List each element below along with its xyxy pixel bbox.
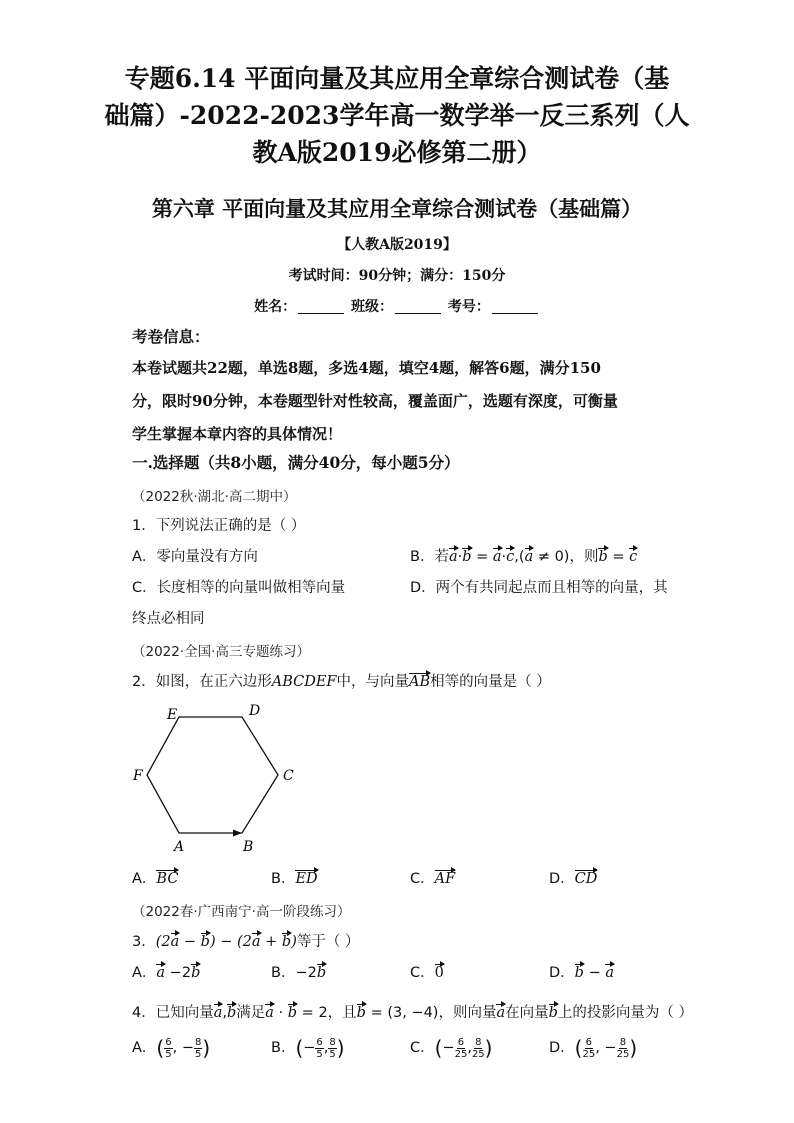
- chapter-subtitle: 第六章 平面向量及其应用全章综合测试卷（基础篇）: [151, 196, 643, 221]
- student-fields: [0, 296, 794, 316]
- q4-option-c-label: C．: [410, 1040, 435, 1056]
- q2-option-a-label: A．: [132, 871, 157, 887]
- q1-stem: 1．下列说法正确的是（ ）: [132, 518, 306, 534]
- info-paragraph: [132, 352, 662, 451]
- class-blank[interactable]: [395, 312, 441, 314]
- number-label: 考号：: [447, 299, 490, 315]
- q4-option-d[interactable]: D．( $\frac{6}{25}$ , − $\frac{8}{25}$ ): [549, 1036, 638, 1060]
- vertex-label-e: E: [167, 707, 178, 723]
- title-line-2: 础篇）-2022-2023学年高一数学举一反三系列（人: [104, 101, 690, 130]
- q3-option-d[interactable]: D．b − a: [549, 965, 614, 981]
- q1-option-d-line1[interactable]: D．两个有共同起点而且相等的向量，其: [410, 580, 668, 596]
- q2-option-a[interactable]: [132, 867, 178, 888]
- q2-option-a-vec: BC: [156, 871, 179, 887]
- q4-option-b-label: B．: [271, 1040, 296, 1056]
- q4-option-c[interactable]: C．(− $\frac{6}{25}$ , $\frac{8}{25}$ ): [410, 1036, 493, 1060]
- q1-option-d-line2[interactable]: 终点必相同: [132, 611, 205, 627]
- q3-option-b[interactable]: B．−2b: [271, 965, 327, 981]
- q4-stem-mid2: ，且: [327, 1005, 357, 1021]
- q4-option-d-label: D．: [549, 1040, 575, 1056]
- q1-option-a[interactable]: A．零向量没有方向: [132, 549, 258, 565]
- q1-option-b-mid: ，则: [569, 549, 599, 565]
- q2-option-b-vec: ED: [295, 871, 318, 887]
- q2-option-d-vec: CD: [574, 871, 598, 887]
- q2-option-d-label: D．: [549, 871, 575, 887]
- q2-option-b[interactable]: [271, 867, 318, 888]
- info-line-3: 学生掌握本章内容的具体情况！: [132, 425, 343, 443]
- info-heading: 考卷信息：: [132, 327, 210, 346]
- q3-option-a[interactable]: A．a −2b: [132, 965, 201, 981]
- title-line-1: 专题6.14 平面向量及其应用全章综合测试卷（基: [124, 64, 670, 93]
- q2-stem-mid: 中，与向量: [336, 674, 409, 690]
- arrow-head-ab: [233, 830, 242, 837]
- q3-option-b-label: B．: [271, 965, 296, 981]
- q4-stem-mid4: 在向量: [505, 1005, 549, 1021]
- q2-stem: [132, 670, 551, 691]
- q2-option-c[interactable]: [410, 867, 455, 888]
- name-label: 姓名：: [254, 299, 297, 315]
- info-line-1: 本卷试题共22题，单选8题，多选4题，填空4题，解答6题，满分150: [132, 359, 601, 377]
- edition-label: 【人教A版2019】: [337, 237, 457, 253]
- q2-option-c-vec: AF: [434, 871, 456, 887]
- q1-option-c[interactable]: C．长度相等的向量叫做相等向量: [132, 580, 346, 596]
- q4-stem-post: 上的投影向量为（ ）: [557, 1005, 694, 1021]
- q3-option-c-label: C．: [410, 965, 435, 981]
- document-title: [60, 60, 734, 171]
- q4-option-a[interactable]: A．( $\frac{6}{5}$ , − $\frac{8}{5}$ ): [132, 1036, 211, 1060]
- q3-source: （2022春·广西南宁·高一阶段练习）: [132, 904, 351, 920]
- q4-option-b[interactable]: B．(− $\frac{6}{5}$ , $\frac{8}{5}$ ): [271, 1036, 345, 1060]
- q2-source: （2022·全国·高三专题练习）: [132, 644, 310, 660]
- q3-stem-num: 3．: [132, 934, 156, 950]
- class-label: 班级：: [351, 299, 393, 315]
- vertex-label-a: A: [174, 839, 185, 855]
- q2-hexagon-name: ABCDEF: [271, 674, 337, 690]
- q2-option-c-label: C．: [410, 871, 435, 887]
- section-heading-choice: 一.选择题（共8小题，满分40分，每小题5分）: [132, 453, 460, 472]
- info-line-2: 分，限时90分钟，本卷题型针对性较高，覆盖面广，选题有深度，可衡量: [132, 392, 618, 410]
- q3-option-d-label: D．: [549, 965, 575, 981]
- q4-stem-pre: 4．已知向量: [132, 1005, 214, 1021]
- q2-option-d[interactable]: [549, 867, 597, 888]
- q3-option-c[interactable]: C．0: [410, 965, 444, 981]
- q3-stem: 3．(2a − b) − (2a + b)等于（ ）: [132, 934, 360, 950]
- q4-stem: 4．已知向量a,b满足a · b = 2，且b = (3, −4)，则向量a在向量b上的投影向量为（ ）: [132, 1005, 694, 1021]
- vertex-label-d: D: [249, 703, 261, 719]
- q3-option-a-label: A．: [132, 965, 157, 981]
- q3-stem-post: 等于（ ）: [296, 934, 360, 950]
- q1-option-b-prefix: B．若: [410, 549, 449, 565]
- q2-stem-pre: 2．如图，在正六边形: [132, 674, 272, 690]
- number-blank[interactable]: [492, 312, 538, 314]
- q4-option-a-label: A．: [132, 1040, 157, 1056]
- q2-stem-vec: AB: [409, 674, 431, 690]
- q2-stem-post: 相等的向量是（ ）: [430, 674, 551, 690]
- q1-source: （2022秋·湖北·高二期中）: [132, 489, 297, 505]
- exam-time: 考试时间：90分钟；满分：150分: [288, 268, 506, 284]
- vertex-label-c: C: [283, 768, 294, 784]
- name-blank[interactable]: [298, 312, 344, 314]
- q4-stem-mid3: ，则向量: [438, 1005, 497, 1021]
- vertex-label-b: B: [243, 839, 254, 855]
- q2-option-b-label: B．: [271, 871, 296, 887]
- hexagon-figure: [125, 695, 305, 860]
- q1-option-b[interactable]: B．若a·b = a·c,(a ≠ 0)，则b = c: [410, 549, 638, 565]
- hexagon-shape: [147, 717, 278, 833]
- title-line-3: 教A版2019必修第二册）: [252, 138, 542, 167]
- vertex-label-f: F: [133, 768, 143, 784]
- q4-stem-mid1: 满足: [236, 1005, 266, 1021]
